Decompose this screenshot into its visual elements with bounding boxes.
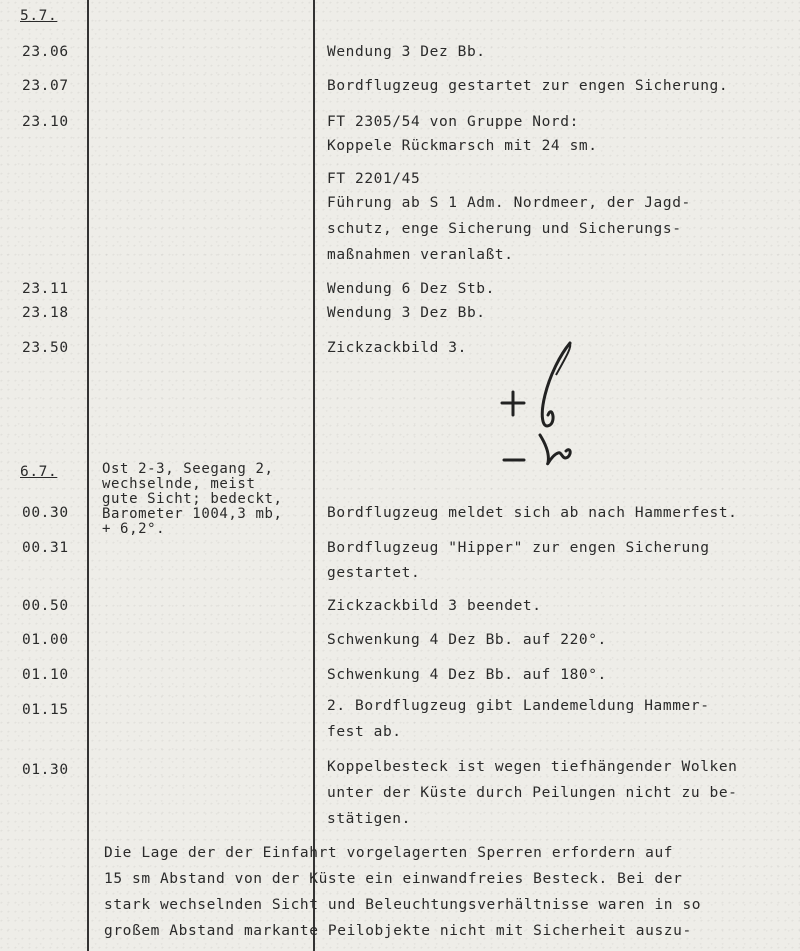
log-entry: FT 2305/54 von Gruppe Nord: (327, 114, 579, 130)
paragraph-line: stark wechselnden Sicht und Beleuchtungsverhältnisse waren in so (104, 897, 702, 913)
log-entry: Koppele Rückmarsch mit 24 sm. (327, 138, 598, 154)
weather-line: Barometer 1004,3 mb, (102, 506, 283, 522)
time-entry: 23.18 (22, 305, 69, 321)
time-entry: 23.50 (22, 340, 69, 356)
time-entry: 01.30 (22, 762, 69, 778)
weather-line: Ost 2-3, Seegang 2, (102, 461, 274, 477)
log-entry: Wendung 6 Dez Stb. (327, 281, 495, 297)
log-entry: Bordflugzeug gestartet zur engen Sicherung. (327, 78, 729, 94)
log-entry: Zickzackbild 3. (327, 340, 467, 356)
log-entry: Koppelbesteck ist wegen tiefhängender Wolken (327, 759, 738, 775)
paragraph-line: 15 sm Abstand von der Küste ein einwandfreies Besteck. Bei der (104, 871, 683, 887)
log-entry: 2. Bordflugzeug gibt Landemeldung Hammer- (327, 698, 710, 714)
paragraph-line: Die Lage der der Einfahrt vorgelagerten Sperren erfordern auf (104, 845, 674, 861)
time-entry: 23.10 (22, 114, 69, 130)
date-label: 6.7. (20, 464, 58, 480)
time-entry: 00.50 (22, 598, 69, 614)
log-entry: Bordflugzeug meldet sich ab nach Hammerfest. (327, 505, 738, 521)
log-entry: Wendung 3 Dez Bb. (327, 44, 486, 60)
time-entry: 01.15 (22, 702, 69, 718)
log-entry: schutz, enge Sicherung und Sicherungs- (327, 221, 682, 237)
time-entry: 23.11 (22, 281, 69, 297)
time-entry: 23.06 (22, 44, 69, 60)
handwritten-signature (490, 335, 580, 470)
log-entry: unter der Küste durch Peilungen nicht zu be- (327, 785, 738, 801)
log-entry: Bordflugzeug "Hipper" zur engen Sicherung (327, 540, 710, 556)
time-entry: 00.30 (22, 505, 69, 521)
log-entry: maßnahmen veranlaßt. (327, 247, 514, 263)
log-entry: Schwenkung 4 Dez Bb. auf 220°. (327, 632, 607, 648)
log-entry: Zickzackbild 3 beendet. (327, 598, 542, 614)
time-entry: 23.07 (22, 78, 69, 94)
date-label: 5.7. (20, 8, 58, 24)
weather-line: wechselnde, meist (102, 476, 256, 492)
time-entry: 00.31 (22, 540, 69, 556)
log-entry: Wendung 3 Dez Bb. (327, 305, 486, 321)
weather-line: gute Sicht; bedeckt, (102, 491, 283, 507)
log-entry: FT 2201/45 (327, 171, 421, 187)
time-entry: 01.10 (22, 667, 69, 683)
paragraph-line: großem Abstand markante Peilobjekte nicht mit Sicherheit auszu- (104, 923, 692, 939)
log-entry: fest ab. (327, 724, 402, 740)
weather-line: + 6,2°. (102, 521, 166, 537)
column-rule-left (87, 0, 89, 951)
log-entry: Schwenkung 4 Dez Bb. auf 180°. (327, 667, 607, 683)
log-entry: gestartet. (327, 565, 421, 581)
log-entry: stätigen. (327, 811, 411, 827)
time-entry: 01.00 (22, 632, 69, 648)
log-entry: Führung ab S 1 Adm. Nordmeer, der Jagd- (327, 195, 691, 211)
column-rule-right (313, 0, 315, 951)
